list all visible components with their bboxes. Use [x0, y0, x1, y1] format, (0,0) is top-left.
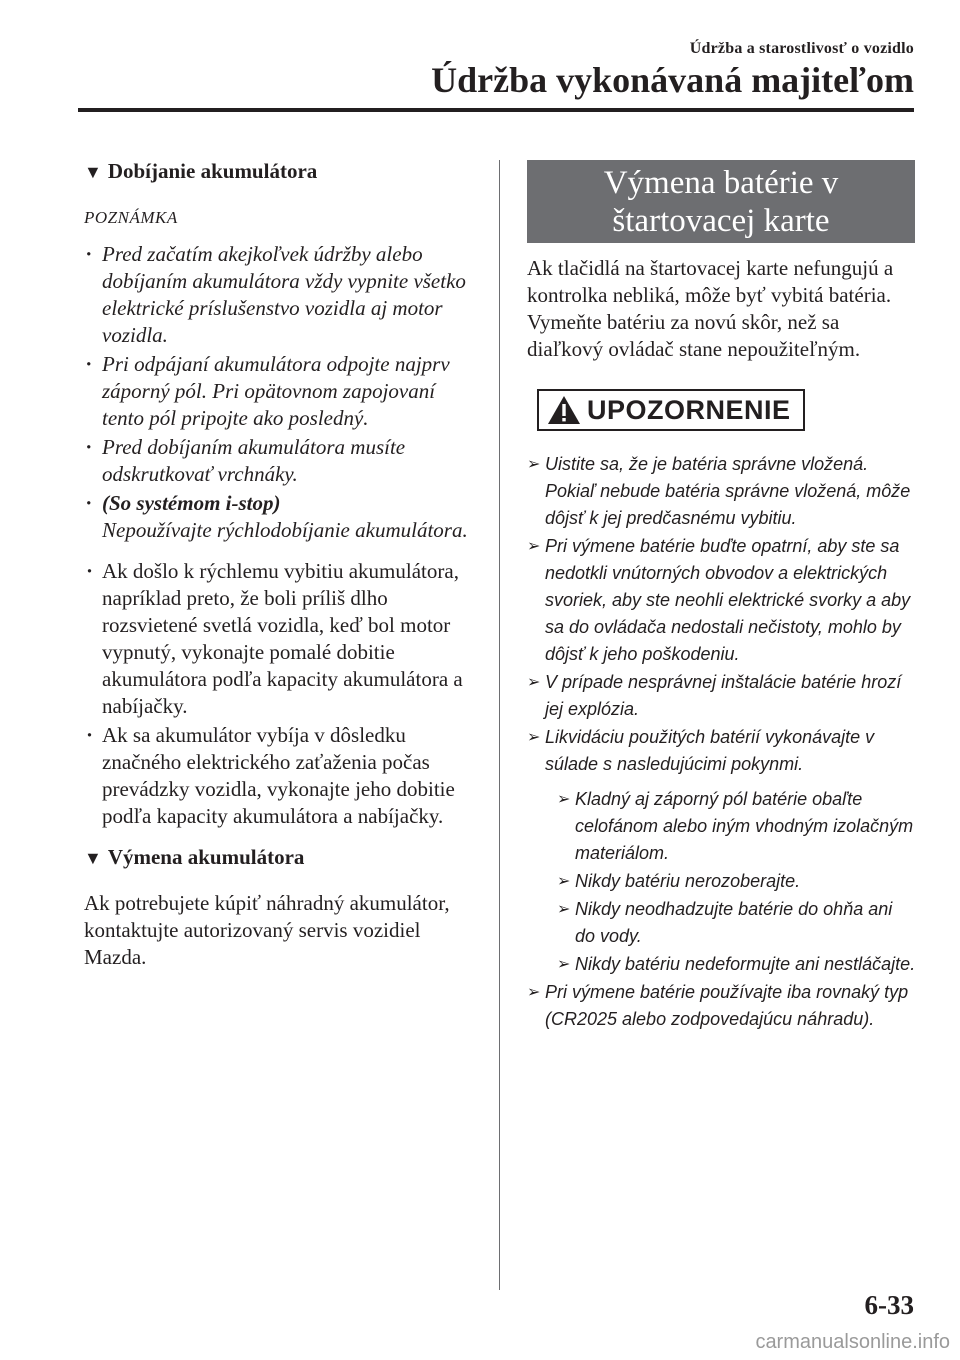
sub-caution-item: ➢ Kladný aj záporný pól batérie obaľte celofánom alebo iným vhodným izolačným materiálom.: [557, 786, 917, 867]
bullet-list: [84, 558, 479, 830]
arrow-right-icon: ➢: [527, 538, 541, 555]
sub-caution-item: ➢ Nikdy neodhadzujte batérie do ohňa ani do vody.: [557, 896, 917, 950]
triangle-down-icon: ▼: [84, 162, 102, 182]
note-item: · Pred začatím akejkoľvek údržby alebo dobíjaním akumulátora vždy vypnite všetko elektrické príslušenstvo vozidla aj motor vozidla.: [84, 241, 479, 349]
list-item: · Ak sa akumulátor vybíja v dôsledku značného elektrického zaťaženia počas prevádzky vozidla, vykonajte jeho dobitie podľa kapacity akumulátora a nabíjačky.: [84, 722, 479, 830]
sub-caution-list: [557, 786, 917, 978]
section-label: Údržba a starostlivosť o vozidlo: [689, 40, 914, 57]
caution-item: ➢ Pri výmene batérie buďte opatrní, aby ste sa nedotkli vnútorných obvodov a elektrických svoriek, aby ste neohli elektrické svorky a aby sa do ovládača nedostali nečistoty, mohlo by dôjsť k jeho poškodeniu.: [527, 533, 917, 668]
page-number: 6-33: [864, 1290, 914, 1320]
section-banner: [527, 160, 915, 243]
warning-triangle-icon: [547, 395, 581, 425]
warning-label: UPOZORNENIE: [587, 394, 791, 425]
caution-item: ➢ V prípade nesprávnej inštalácie batérie hrozí jej explózia.: [527, 669, 917, 723]
heading-text: Dobíjanie akumulátora: [107, 159, 318, 183]
arrow-right-icon: ➢: [557, 873, 571, 890]
caution-item: ➢ Likvidáciu použitých batérií vykonávajte v súlade s nasledujúcimi pokynmi. ➢ Kladný aj záporný pól batérie obaľte celofánom alebo iným vhodným izolačným materiálom. ➢ Nikdy batériu nerozoberajte. ➢ Nikdy neodhadzujte batérie do ohňa ani do vody. ➢ Nikdy batériu nedeformujte ani nestláčajte.: [527, 724, 917, 978]
note-istop-text: Nepoužívajte rýchlodobíjanie akumulátora.: [102, 518, 468, 542]
sub-caution-item: ➢ Nikdy batériu nedeformujte ani nestláčajte.: [557, 951, 917, 978]
arrow-right-icon: ➢: [557, 791, 571, 808]
note-istop-head: · (So systémom i-stop): [102, 491, 281, 515]
intro-paragraph: Ak tlačidlá na štartovacej karte nefungujú a kontrolka nebliká, môže byť vybitá batéria.: [527, 256, 894, 307]
note-item: · Pred dobíjaním akumulátora musíte odskrutkovať vrchnáky.: [84, 434, 479, 488]
right-column: [527, 160, 917, 1034]
arrow-right-icon: ➢: [527, 456, 541, 473]
banner-line: štartovacej karte: [612, 203, 830, 239]
watermark: carmanualsonline.info: [755, 1331, 950, 1353]
intro-paragraph: Vymeňte batériu za novú skôr, než sa diaľkový ovládač stane nepoužiteľným.: [527, 310, 861, 361]
left-column: [84, 158, 479, 971]
warning-box: [537, 389, 805, 431]
heading-text: Výmena akumulátora: [107, 845, 305, 869]
banner-line: Výmena batérie v: [603, 165, 839, 201]
section-heading-replacement: [84, 844, 479, 872]
caution-item: ➢ Pri výmene batérie používajte iba rovnaký typ (CR2025 alebo zodpovedajúcu náhradu).: [527, 979, 917, 1033]
caution-item: ➢ Uistite sa, že je batéria správne vložená. Pokiaľ nebude batéria správne vložená, môže dôjsť k jej predčasnému vybitiu.: [527, 451, 917, 532]
note-label: POZNÁMKA: [84, 208, 178, 227]
arrow-right-icon: ➢: [527, 729, 541, 746]
arrow-right-icon: ➢: [557, 956, 571, 973]
caution-list: [527, 451, 917, 1033]
triangle-down-icon: ▼: [84, 848, 102, 868]
header-rule: [78, 108, 914, 112]
note-item: · Pri odpájaní akumulátora odpojte najprv záporný pól. Pri opätovnom zapojovaní tento pól pripojte ako posledný.: [84, 351, 479, 432]
page-title: Údržba vykonávaná majiteľom: [431, 60, 914, 100]
arrow-right-icon: ➢: [557, 901, 571, 918]
note-list: [84, 241, 479, 544]
paragraph: Ak potrebujete kúpiť náhradný akumulátor, kontaktujte autorizovaný servis vozidiel Mazda.: [84, 891, 450, 969]
arrow-right-icon: ➢: [527, 674, 541, 691]
arrow-right-icon: ➢: [527, 984, 541, 1001]
column-divider: [499, 160, 500, 1290]
section-heading-charging: [84, 158, 479, 186]
list-item: · Ak došlo k rýchlemu vybitiu akumulátora, napríklad preto, že boli príliš dlho rozsvietené svetlá vozidla, keď bol motor vypnutý, vykonajte pomalé dobitie akumulátora podľa kapacity akumulátora a nabíjačky.: [84, 558, 479, 720]
sub-caution-item: ➢ Nikdy batériu nerozoberajte.: [557, 868, 917, 895]
note-item-istop: [84, 490, 479, 544]
